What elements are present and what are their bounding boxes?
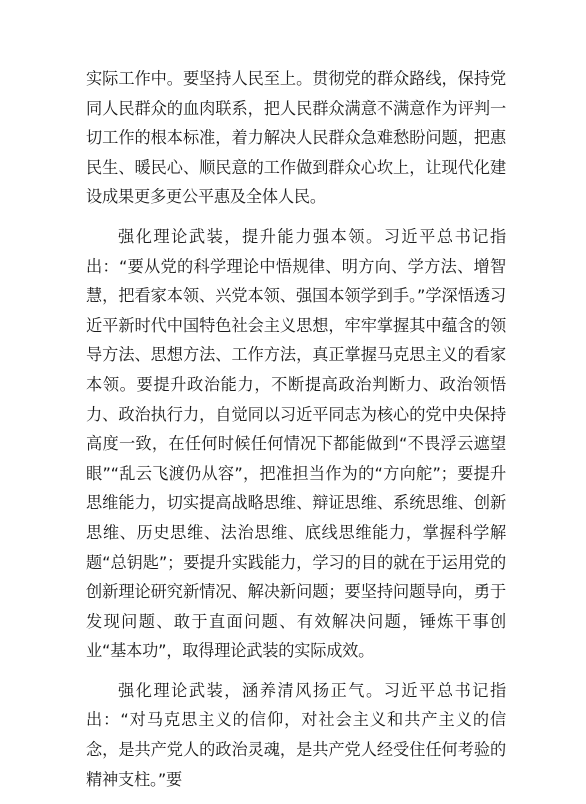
document-page xyxy=(86,64,506,804)
paragraph-people-first: 实际工作中。要坚持人民至上。贯彻党的群众路线，保持党同人民群众的血肉联系，把人民群众满意不满意作为评判一切工作的根本标准，着力解决人民群众急难愁盼问题，把惠民生、暖民心、顺民意的工作做到群众心坎上，让现代化建设成果更多更公平惠及全体人民。 xyxy=(86,69,506,207)
paragraph-improve-ability: 强化理论武装，提升能力强本领。习近平总书记指出：“要从党的科学理论中悟规律、明方向、学方法、增智慧，把看家本领、兴党本领、强国本领学到手。”学深悟透习近平新时代中国特色社会主义思想，牢牢掌握其中蕴含的领导方法、思想方法、工作方法，真正掌握马克思主义的看家本领。要提升政治能力，不断提高政治判断力、政治领悟力、政治执行力，自觉同以习近平同志为核心的党中央保持高度一致，在任何时候任何情况下都能做到“不畏浮云遮望眼”“乱云飞渡仍从容”，把准担当作为的“方向舵”；要提升思维能力，切实提高战略思维、辩证思维、系统思维、创新思维、历史思维、法治思维、底线思维能力，掌握科学解题“总钥匙”；要提升实践能力，学习的目的就在于运用党的创新理论研究新情况、解决新问题；要坚持问题导向，勇于发现问题、敢于直面问题、有效解决问题，锤炼干事创业“基本功”，取得理论武装的实际成效。 xyxy=(86,226,506,661)
paragraph-cultivate-integrity: 强化理论武装，涵养清风扬正气。习近平总书记指出：“对马克思主义的信仰，对社会主义和共产主义的信念，是共产党人的政治灵魂，是共产党人经受住任何考验的精神支柱。”要 xyxy=(86,680,506,789)
